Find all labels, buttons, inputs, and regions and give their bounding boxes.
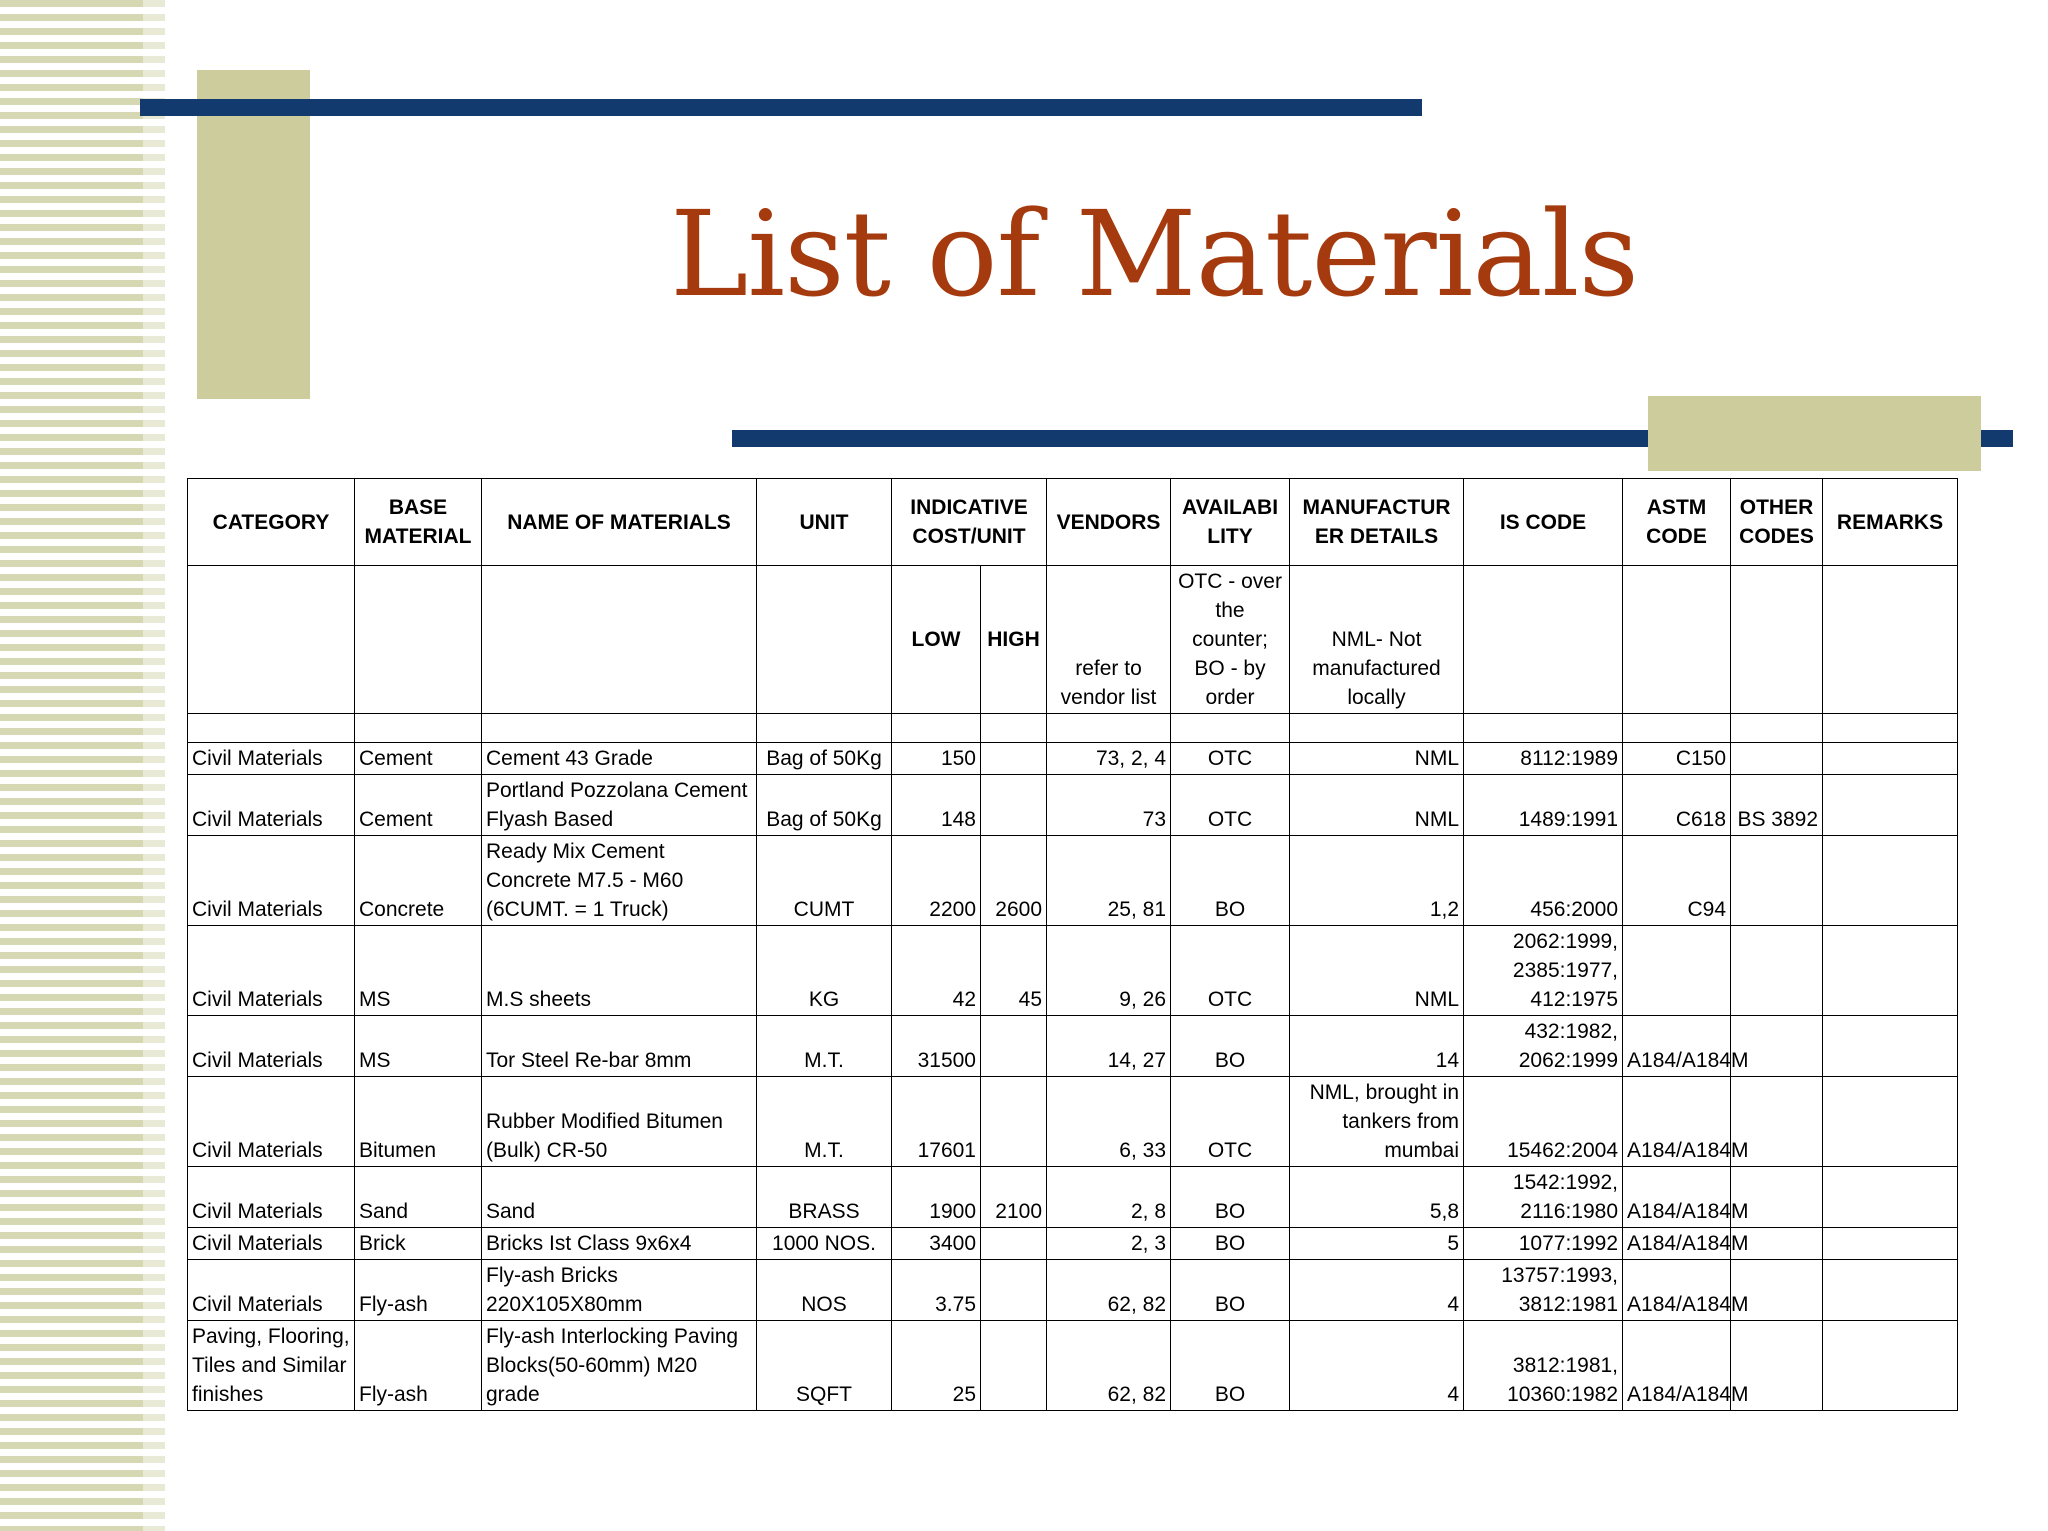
- cell-vendors: 73: [1047, 775, 1171, 836]
- cell-is-code: 1489:1991: [1464, 775, 1623, 836]
- cell-base-material: Cement: [355, 743, 482, 775]
- cell-manufacturer: NML: [1290, 743, 1464, 775]
- cell-name: Ready Mix Cement Concrete M7.5 - M60 (6CUMT. = 1 Truck): [482, 836, 757, 926]
- cell-manufacturer: 14: [1290, 1016, 1464, 1077]
- cell-category: Civil Materials: [188, 743, 355, 775]
- cell-is-code: 1542:1992, 2116:1980: [1464, 1167, 1623, 1228]
- cell-name: Fly-ash Bricks 220X105X80mm: [482, 1260, 757, 1321]
- cell-is-code: 432:1982, 2062:1999: [1464, 1016, 1623, 1077]
- cell-manufacturer: 4: [1290, 1260, 1464, 1321]
- cell-cost-low: 1900: [892, 1167, 981, 1228]
- cell-vendors: 2, 3: [1047, 1228, 1171, 1260]
- col-header-name: NAME OF MATERIALS: [482, 479, 757, 566]
- cell-manufacturer: NML: [1290, 775, 1464, 836]
- table-row: [188, 926, 1958, 1016]
- cell-vendors: 73, 2, 4: [1047, 743, 1171, 775]
- col-header-other-codes: OTHER CODES: [1731, 479, 1823, 566]
- cell-unit: SQFT: [757, 1321, 892, 1411]
- cell-category: Paving, Flooring, Tiles and Similar finishes: [188, 1321, 355, 1411]
- cell-name: Cement 43 Grade: [482, 743, 757, 775]
- cell-remarks: [1823, 836, 1958, 926]
- cell-cost-low: 25: [892, 1321, 981, 1411]
- cell-category: Civil Materials: [188, 1260, 355, 1321]
- cell-manufacturer: 5,8: [1290, 1167, 1464, 1228]
- cell-category: Civil Materials: [188, 926, 355, 1016]
- cell-remarks: [1823, 1260, 1958, 1321]
- cell-cost-high: [981, 1228, 1047, 1260]
- cell-astm-code: C150: [1623, 743, 1731, 775]
- cell-name: M.S sheets: [482, 926, 757, 1016]
- cell-remarks: [1823, 926, 1958, 1016]
- cell-vendors: 62, 82: [1047, 1260, 1171, 1321]
- cell-name: Tor Steel Re-bar 8mm: [482, 1016, 757, 1077]
- cell-is-code: 456:2000: [1464, 836, 1623, 926]
- cell-other-codes: [1731, 743, 1823, 775]
- cell-manufacturer: NML, brought in tankers from mumbai: [1290, 1077, 1464, 1167]
- cell-astm-code: A184/A184M: [1623, 1167, 1731, 1228]
- cell-remarks: [1823, 743, 1958, 775]
- cell-cost-high: [981, 1260, 1047, 1321]
- subheader-availability-note: OTC - over the counter; BO - by order: [1171, 566, 1290, 714]
- col-header-category: CATEGORY: [188, 479, 355, 566]
- cell-cost-low: 3400: [892, 1228, 981, 1260]
- cell-availability: OTC: [1171, 1077, 1290, 1167]
- cell-availability: BO: [1171, 1228, 1290, 1260]
- cell-category: Civil Materials: [188, 1016, 355, 1077]
- cell-category: Civil Materials: [188, 836, 355, 926]
- cell-astm-code: C94: [1623, 836, 1731, 926]
- cell-cost-high: [981, 1321, 1047, 1411]
- cell-base-material: Bitumen: [355, 1077, 482, 1167]
- cell-unit: KG: [757, 926, 892, 1016]
- cell-availability: BO: [1171, 836, 1290, 926]
- cell-cost-low: 2200: [892, 836, 981, 926]
- cell-availability: BO: [1171, 1167, 1290, 1228]
- col-header-availability: AVAILABI LITY: [1171, 479, 1290, 566]
- cell-availability: OTC: [1171, 926, 1290, 1016]
- cell-vendors: 14, 27: [1047, 1016, 1171, 1077]
- cell-manufacturer: 5: [1290, 1228, 1464, 1260]
- cell-unit: M.T.: [757, 1016, 892, 1077]
- cell-unit: M.T.: [757, 1077, 892, 1167]
- cell-name: Fly-ash Interlocking Paving Blocks(50-60mm) M20 grade: [482, 1321, 757, 1411]
- cell-cost-low: 17601: [892, 1077, 981, 1167]
- olive-accent-block-right: [1648, 396, 1981, 471]
- cell-base-material: Brick: [355, 1228, 482, 1260]
- cell-other-codes: BS 3892: [1731, 775, 1823, 836]
- col-header-base-material: BASE MATERIAL: [355, 479, 482, 566]
- table-row: [188, 1167, 1958, 1228]
- cell-is-code: 13757:1993, 3812:1981: [1464, 1260, 1623, 1321]
- table-row: [188, 775, 1958, 836]
- cell-availability: BO: [1171, 1260, 1290, 1321]
- cell-cost-high: [981, 1016, 1047, 1077]
- cell-category: Civil Materials: [188, 1167, 355, 1228]
- cell-availability: OTC: [1171, 775, 1290, 836]
- cell-cost-low: 148: [892, 775, 981, 836]
- subheader-vendors-note: refer to vendor list: [1047, 566, 1171, 714]
- cell-unit: Bag of 50Kg: [757, 743, 892, 775]
- cell-astm-code: C618: [1623, 775, 1731, 836]
- cell-cost-high: [981, 775, 1047, 836]
- cell-vendors: 25, 81: [1047, 836, 1171, 926]
- cell-vendors: 9, 26: [1047, 926, 1171, 1016]
- cell-availability: BO: [1171, 1321, 1290, 1411]
- cell-manufacturer: 4: [1290, 1321, 1464, 1411]
- subheader-high: HIGH: [981, 566, 1047, 714]
- cell-cost-low: 3.75: [892, 1260, 981, 1321]
- table-header-row: [188, 479, 1958, 566]
- cell-manufacturer: 1,2: [1290, 836, 1464, 926]
- table-row: [188, 1260, 1958, 1321]
- cell-category: Civil Materials: [188, 1077, 355, 1167]
- cell-base-material: Fly-ash: [355, 1260, 482, 1321]
- cell-vendors: 62, 82: [1047, 1321, 1171, 1411]
- cell-other-codes: [1731, 836, 1823, 926]
- cell-astm-code: A184/A184M: [1623, 1077, 1731, 1167]
- table-row: [188, 1016, 1958, 1077]
- cell-is-code: 2062:1999, 2385:1977, 412:1975: [1464, 926, 1623, 1016]
- navy-rule-top: [140, 99, 1422, 116]
- cell-astm-code: [1623, 926, 1731, 1016]
- cell-astm-code: A184/A184M: [1623, 1228, 1731, 1260]
- cell-cost-high: 2600: [981, 836, 1047, 926]
- subheader-low: LOW: [892, 566, 981, 714]
- table-subheader-row: [188, 566, 1958, 714]
- cell-astm-code: A184/A184M: [1623, 1321, 1731, 1411]
- table-row: [188, 743, 1958, 775]
- cell-unit: Bag of 50Kg: [757, 775, 892, 836]
- cell-base-material: MS: [355, 1016, 482, 1077]
- cell-cost-high: [981, 743, 1047, 775]
- table-row: [188, 1321, 1958, 1411]
- cell-unit: CUMT: [757, 836, 892, 926]
- cell-remarks: [1823, 1016, 1958, 1077]
- cell-base-material: Cement: [355, 775, 482, 836]
- cell-remarks: [1823, 1228, 1958, 1260]
- cell-name: Portland Pozzolana Cement Flyash Based: [482, 775, 757, 836]
- cell-remarks: [1823, 1321, 1958, 1411]
- col-header-astm-code: ASTM CODE: [1623, 479, 1731, 566]
- cell-is-code: 3812:1981, 10360:1982: [1464, 1321, 1623, 1411]
- cell-astm-code: A184/A184M: [1623, 1016, 1731, 1077]
- subheader-manufacturer-note: NML- Not manufactured locally: [1290, 566, 1464, 714]
- cell-unit: BRASS: [757, 1167, 892, 1228]
- cell-remarks: [1823, 775, 1958, 836]
- col-header-remarks: REMARKS: [1823, 479, 1958, 566]
- table-row: [188, 836, 1958, 926]
- cell-cost-high: 2100: [981, 1167, 1047, 1228]
- cell-cost-high: [981, 1077, 1047, 1167]
- cell-other-codes: [1731, 926, 1823, 1016]
- cell-name: Rubber Modified Bitumen (Bulk) CR-50: [482, 1077, 757, 1167]
- cell-cost-low: 150: [892, 743, 981, 775]
- materials-table: [187, 478, 1958, 1411]
- slide-title: List of Materials: [669, 185, 1639, 323]
- table-row: [188, 1228, 1958, 1260]
- col-header-is-code: IS CODE: [1464, 479, 1623, 566]
- cell-category: Civil Materials: [188, 775, 355, 836]
- cell-base-material: Sand: [355, 1167, 482, 1228]
- cell-base-material: Concrete: [355, 836, 482, 926]
- cell-unit: 1000 NOS.: [757, 1228, 892, 1260]
- cell-base-material: Fly-ash: [355, 1321, 482, 1411]
- cell-name: Bricks Ist Class 9x6x4: [482, 1228, 757, 1260]
- table-spacer-row: [188, 714, 1958, 743]
- cell-availability: BO: [1171, 1016, 1290, 1077]
- cell-remarks: [1823, 1077, 1958, 1167]
- cell-category: Civil Materials: [188, 1228, 355, 1260]
- cell-vendors: 2, 8: [1047, 1167, 1171, 1228]
- cell-is-code: 15462:2004: [1464, 1077, 1623, 1167]
- cell-base-material: MS: [355, 926, 482, 1016]
- cell-vendors: 6, 33: [1047, 1077, 1171, 1167]
- cell-name: Sand: [482, 1167, 757, 1228]
- cell-is-code: 8112:1989: [1464, 743, 1623, 775]
- cell-cost-low: 31500: [892, 1016, 981, 1077]
- cell-cost-low: 42: [892, 926, 981, 1016]
- cell-remarks: [1823, 1167, 1958, 1228]
- col-header-indicative-cost: INDICATIVE COST/UNIT: [892, 479, 1047, 566]
- cell-availability: OTC: [1171, 743, 1290, 775]
- cell-is-code: 1077:1992: [1464, 1228, 1623, 1260]
- col-header-unit: UNIT: [757, 479, 892, 566]
- cell-manufacturer: NML: [1290, 926, 1464, 1016]
- col-header-vendors: VENDORS: [1047, 479, 1171, 566]
- cell-cost-high: 45: [981, 926, 1047, 1016]
- table-row: [188, 1077, 1958, 1167]
- cell-astm-code: A184/A184M: [1623, 1260, 1731, 1321]
- col-header-manufacturer: MANUFACTUR ER DETAILS: [1290, 479, 1464, 566]
- cell-unit: NOS: [757, 1260, 892, 1321]
